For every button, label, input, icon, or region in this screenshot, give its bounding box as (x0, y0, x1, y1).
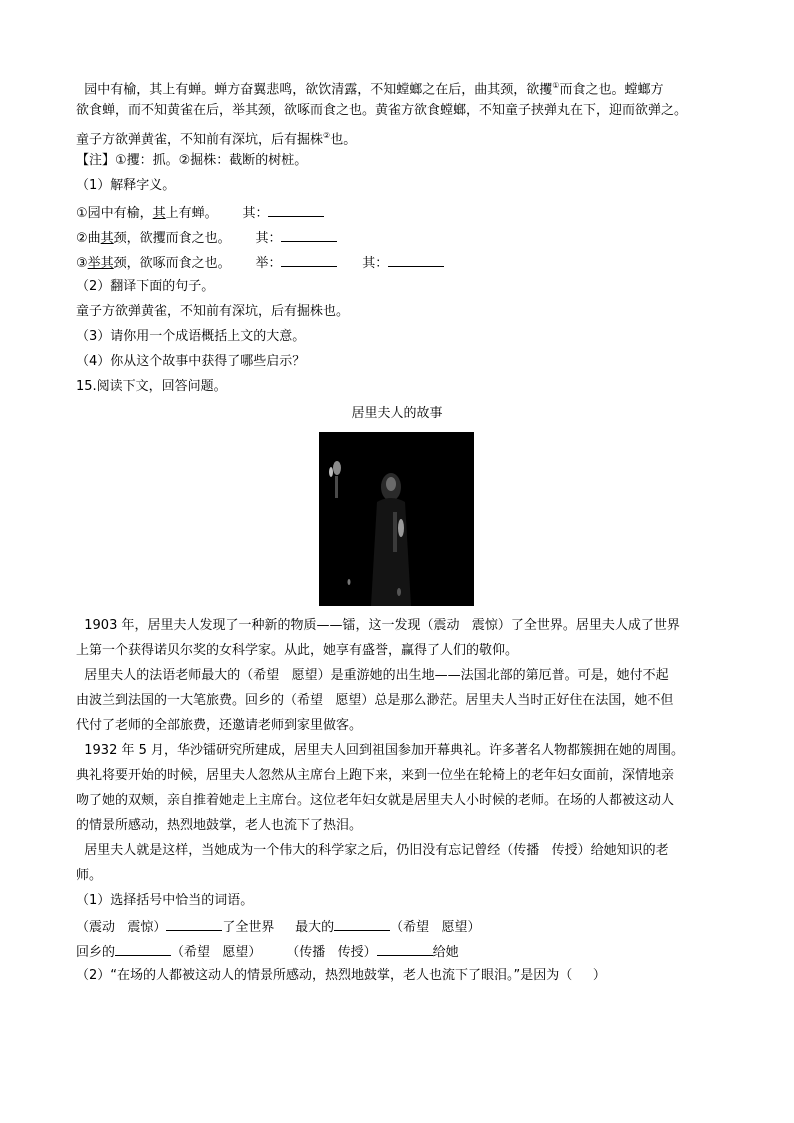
question-2-label: （2）翻译下面的句子。 (76, 279, 215, 294)
story-paragraph-2-line-3: 代付了老师的全部旅费，还邀请老师到家里做客。 (76, 718, 363, 733)
answer-blank[interactable] (166, 917, 222, 931)
sub-question-1-label: （1）选择括号中恰当的词语。 (76, 893, 254, 908)
passage-line-2: 欲食蝉，而不知黄雀在后，举其颈，欲啄而食之也。黄雀方欲食螳螂，不知童子挟弹丸在下，迎而欲弹之。 (76, 103, 688, 118)
sub-question-2-label: （2）“在场的人都被这动人的情景所感动，热烈地鼓掌，老人也流下了眼泪。”是因为（ ） (76, 968, 606, 983)
footnote-mark-1: ① (552, 81, 560, 90)
answer-blank[interactable] (281, 253, 337, 267)
answer-blank[interactable] (334, 917, 390, 931)
answer-blank[interactable] (388, 253, 444, 267)
story-paragraph-3-line-3: 吻了她的双颊，亲自推着她走上主席台。这位老年妇女就是居里夫人小时候的老师。在场的人都被这动人 (76, 793, 675, 808)
annotation-note: 【注】①攫：抓。②掘株：截断的树桩。 (76, 153, 308, 168)
story-title: 居里夫人的故事 (351, 406, 443, 421)
story-paragraph-3-line-2: 典礼将要开始的时候，居里夫人忽然从主席台上跑下来，来到一位坐在轮椅上的老年妇女面前，深情地亲 (76, 768, 675, 783)
question-3-label: （3）请你用一个成语概括上文的大意。 (76, 329, 306, 344)
question-15-label: 15.阅读下文，回答问题。 (76, 379, 227, 394)
question-1-label: （1）解释字义。 (76, 178, 176, 193)
story-paragraph-1-line-2: 上第一个获得诺贝尔奖的女科学家。从此，她享有盛誉，赢得了人们的敬仰。 (76, 643, 519, 658)
footnote-mark-2: ② (323, 131, 331, 140)
story-paragraph-3-line-4: 的情景所感动，热烈地鼓掌，老人也流下了热泪。 (76, 818, 363, 833)
portrait-photo (319, 432, 474, 606)
passage-line-3: 童子方欲弹黄雀，不知前有深坑，后有掘株②也。 (76, 131, 357, 148)
question-2-sentence: 童子方欲弹黄雀，不知前有深坑，后有掘株也。 (76, 304, 350, 319)
answer-blank[interactable] (377, 942, 433, 956)
story-paragraph-2-line-2: 由波兰到法国的一大笔旅费。回乡的（希望 愿望）总是那么渺茫。居里夫人当时正好住在法国，她不但 (76, 693, 674, 708)
portrait-image (319, 432, 474, 606)
passage-line-1: 园中有榆，其上有蝉。蝉方奋翼悲鸣，欲饮清露，不知螳螂之在后，曲其颈，欲攫①而食之也。螳螂方 (76, 81, 664, 98)
answer-blank[interactable] (281, 228, 337, 242)
story-paragraph-4-line-1: 居里夫人就是这样，当她成为一个伟大的科学家之后，仍旧没有忘记曾经（传播 传授）给她知识的老 (76, 843, 669, 858)
answer-blank[interactable] (268, 203, 324, 217)
question-1-item-3: ③举其颈，欲啄而食之也。 举： 其： (76, 253, 444, 273)
story-paragraph-2-line-1: 居里夫人的法语老师最大的（希望 愿望）是重游她的出生地——法国北部的第厄普。可是，她付不起 (76, 668, 669, 683)
sub-question-1-row-2: 回乡的 （希望 愿望） （传播 传授） 给她 (76, 942, 459, 962)
story-paragraph-4-line-2: 师。 (76, 868, 103, 883)
answer-blank[interactable] (115, 942, 171, 956)
sub-question-1-row-1: （震动 震惊） 了全世界 最大的 （希望 愿望） (76, 917, 480, 937)
question-1-item-1: ①园中有榆，其上有蝉。 其： (76, 203, 324, 223)
story-paragraph-1-line-1: 1903 年，居里夫人发现了一种新的物质——镭，这一发现（震动 震惊）了全世界。居里夫人成了世界 (76, 618, 680, 633)
question-1-item-2: ②曲其颈，欲攫而食之也。 其： (76, 228, 337, 248)
question-4-label: （4）你从这个故事中获得了哪些启示？ (76, 354, 306, 369)
story-paragraph-3-line-1: 1932 年 5 月，华沙镭研究所建成，居里夫人回到祖国参加开幕典礼。许多著名人物都簇拥在她的周围。 (76, 743, 685, 758)
